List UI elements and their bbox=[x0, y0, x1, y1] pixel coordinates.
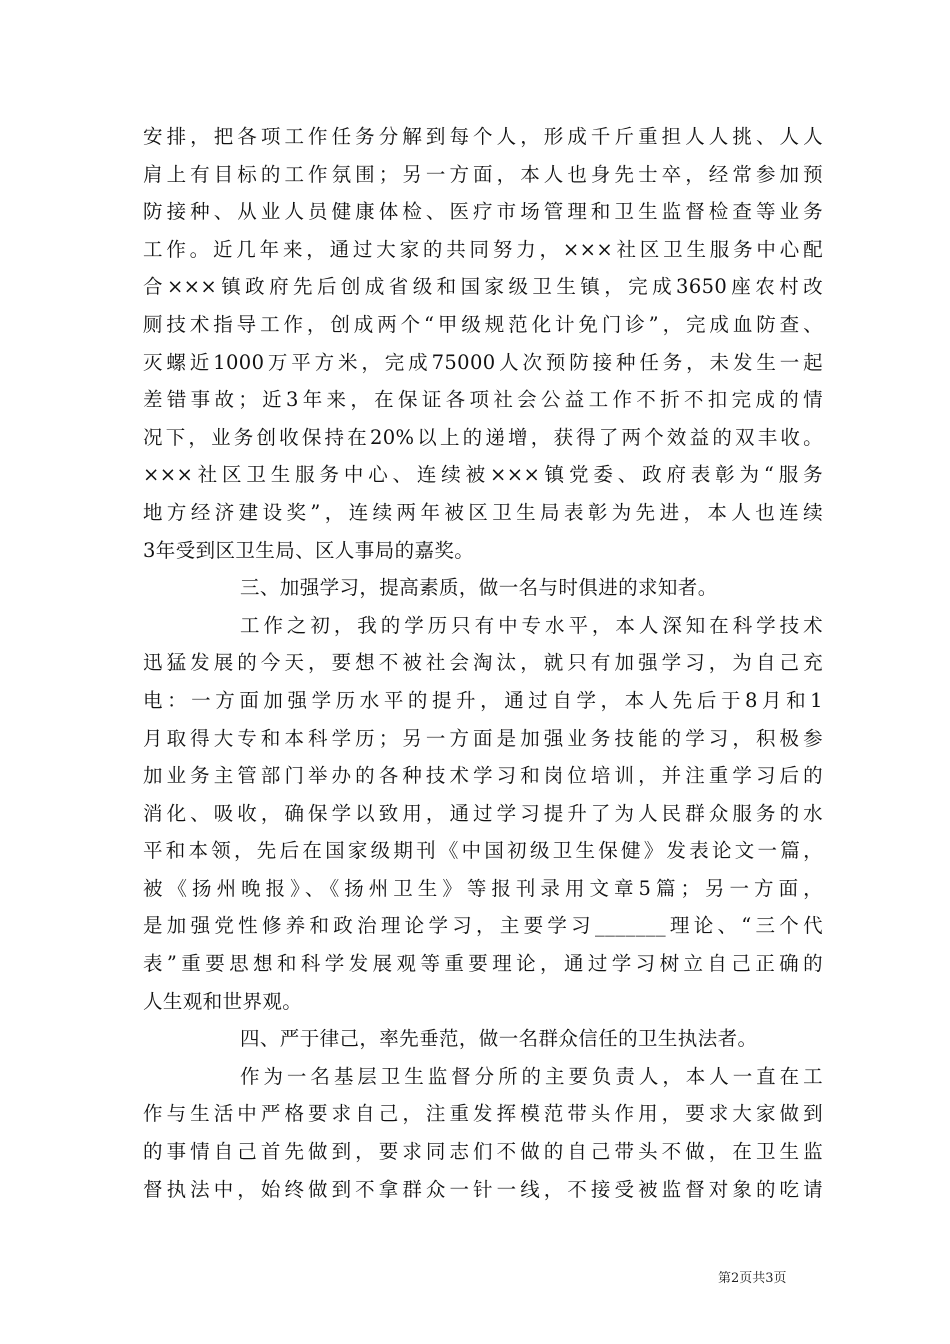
text-line: 肩上有目标的工作氛围；另一方面，本人也身先士卒，经常参加预 bbox=[143, 162, 823, 186]
text-line: 防接种、从业人员健康体检、医疗市场管理和卫生监督检查等业务 bbox=[143, 200, 823, 224]
text-line: 督执法中，始终做到不拿群众一针一线，不接受被监督对象的吃请 bbox=[143, 1177, 823, 1201]
section-heading-4: 四、严于律己，率先垂范，做一名群众信任的卫生执法者。 bbox=[240, 1027, 758, 1051]
text-line: 迅猛发展的今天，要想不被社会淘汰，就只有加强学习，为自己充 bbox=[143, 651, 823, 675]
document-body bbox=[143, 118, 823, 1208]
text-line: 灭螺近1000万平方米，完成75000人次预防接种任务，未发生一起 bbox=[143, 350, 823, 374]
text-line: 的事情自己首先做到，要求同志们不做的自己带头不做，在卫生监 bbox=[143, 1140, 823, 1164]
text-line: 地方经济建设奖”，连续两年被区卫生局表彰为先进，本人也连续 bbox=[143, 500, 823, 524]
text-line: 作与生活中严格要求自己，注重发挥模范带头作用，要求大家做到 bbox=[143, 1102, 823, 1126]
text-line: 表”重要思想和科学发展观等重要理论，通过学习树立自己正确的 bbox=[143, 952, 823, 976]
text-line: ×××社区卫生服务中心、连续被×××镇党委、政府表彰为“服务 bbox=[143, 463, 823, 487]
section-heading-3: 三、加强学习，提高素质，做一名与时俱进的求知者。 bbox=[240, 576, 718, 600]
text-line: 工作。近几年来，通过大家的共同努力，×××社区卫生服务中心配 bbox=[143, 237, 823, 261]
paragraph-2 bbox=[143, 607, 823, 1021]
text-line: 平和本领，先后在国家级期刊《中国初级卫生保健》发表论文一篇， bbox=[143, 839, 823, 863]
paragraph-1 bbox=[143, 118, 823, 569]
text-line: 电：一方面加强学历水平的提升，通过自学，本人先后于8月和1 bbox=[143, 688, 823, 712]
text-line: 工作之初，我的学历只有中专水平，本人深知在科学技术 bbox=[240, 613, 823, 637]
text-line: 安排，把各项工作任务分解到每个人，形成千斤重担人人挑、人人 bbox=[143, 125, 823, 148]
text-line: 况下，业务创收保持在20%以上的递增，获得了两个效益的双丰收。 bbox=[143, 425, 823, 449]
text-line: 是加强党性修养和政治理论学习，主要学习_______理论、“三个代 bbox=[143, 914, 823, 938]
text-line: 被《扬州晚报》、《扬州卫生》等报刊录用文章5篇；另一方面， bbox=[143, 876, 823, 900]
text-line: 消化、吸收，确保学以致用，通过学习提升了为人民群众服务的水 bbox=[143, 801, 823, 825]
text-line: 合×××镇政府先后创成省级和国家级卫生镇，完成3650座农村改 bbox=[143, 275, 823, 299]
paragraph-3 bbox=[143, 1058, 823, 1208]
text-line: 3年受到区卫生局、区人事局的嘉奖。 bbox=[143, 538, 475, 562]
text-line: 厕技术指导工作，创成两个“甲级规范化计免门诊”，完成血防查、 bbox=[143, 312, 823, 336]
page-number: 第2页共3页 bbox=[718, 1271, 787, 1286]
text-line: 差错事故；近3年来，在保证各项社会公益工作不折不扣完成的情 bbox=[143, 388, 823, 412]
text-line: 月取得大专和本科学历；另一方面是加强业务技能的学习，积极参 bbox=[143, 726, 823, 750]
text-line: 作为一名基层卫生监督分所的主要负责人，本人一直在工 bbox=[240, 1064, 823, 1088]
text-line: 加业务主管部门举办的各种技术学习和岗位培训，并注重学习后的 bbox=[143, 764, 823, 788]
text-line: 人生观和世界观。 bbox=[143, 989, 303, 1013]
